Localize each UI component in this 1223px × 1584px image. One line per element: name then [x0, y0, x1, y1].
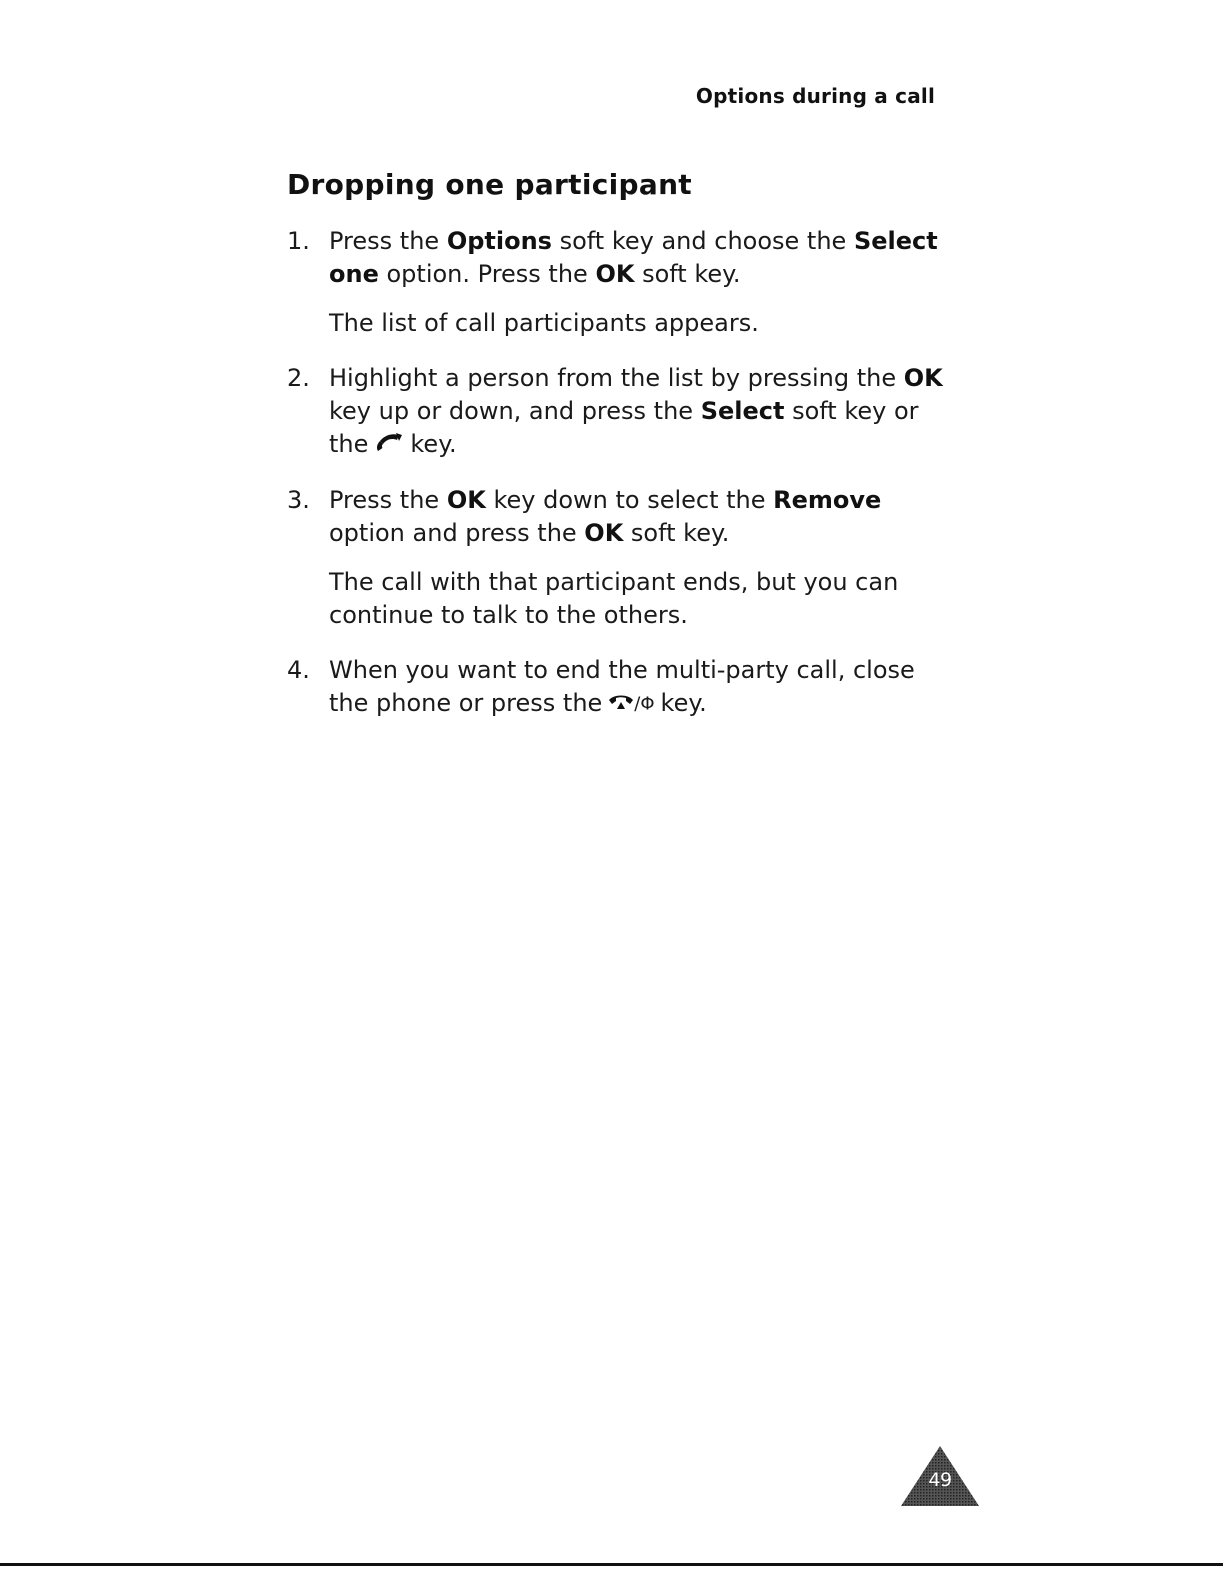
- end-power-key-suffix: /Φ: [634, 693, 655, 715]
- step-text-part: Press the: [329, 485, 447, 514]
- send-key-icon: [374, 429, 404, 462]
- page-number: 49: [928, 1469, 952, 1491]
- step-text-part: option and press the: [329, 518, 585, 547]
- step-note: The list of call participants appears.: [329, 309, 759, 337]
- page-number-badge: [899, 1444, 981, 1508]
- step-2: [287, 362, 947, 462]
- step-text: [329, 654, 947, 721]
- select-key-label: Select: [700, 397, 785, 425]
- ok-key-label: OK: [584, 518, 624, 547]
- step-text-part: soft key and choose the: [551, 227, 854, 255]
- remove-option-label: Remove: [773, 485, 882, 514]
- step-text-part: When you want to end the multi-party call, close the phone or press the: [329, 655, 915, 717]
- options-key-label: Options: [446, 227, 552, 255]
- step-number: 3.: [287, 485, 310, 514]
- step-text-part: key.: [410, 430, 457, 458]
- step-number: 2.: [287, 364, 310, 392]
- step-text-part: key up or down, and press the: [329, 397, 701, 425]
- step-4: [287, 654, 947, 721]
- section-title: Dropping one participant: [287, 168, 692, 201]
- running-header: Options during a call: [695, 84, 935, 108]
- step-text-part: key.: [660, 688, 707, 717]
- ok-key-label: OK: [903, 364, 943, 392]
- step-text-part: Highlight a person from the list by pressing the: [329, 364, 904, 392]
- step-text-part: soft key.: [623, 518, 730, 547]
- step-text: [329, 362, 947, 462]
- step-text-part: key down to select the: [485, 485, 774, 514]
- step-note: The call with that participant ends, but you can continue to talk to the others.: [329, 567, 899, 629]
- step-text-part: soft key.: [634, 260, 741, 288]
- step-1: [287, 225, 947, 340]
- page-bottom-rule: [0, 1563, 1223, 1566]
- ok-key-label: OK: [446, 485, 486, 514]
- step-text-part: Press the: [329, 227, 447, 255]
- step-number: 4.: [287, 655, 310, 684]
- step-text-part: soft key or the: [329, 397, 919, 458]
- steps-list: [287, 225, 947, 742]
- step-text-part: option. Press the: [378, 260, 596, 288]
- step-number: 1.: [287, 227, 310, 255]
- ok-key-label: OK: [595, 260, 635, 288]
- step-text: [329, 225, 947, 291]
- step-text: [329, 484, 947, 550]
- select-one-option-label: Select one: [329, 227, 938, 288]
- step-3: [287, 484, 947, 632]
- end-power-key-icon: [608, 687, 654, 721]
